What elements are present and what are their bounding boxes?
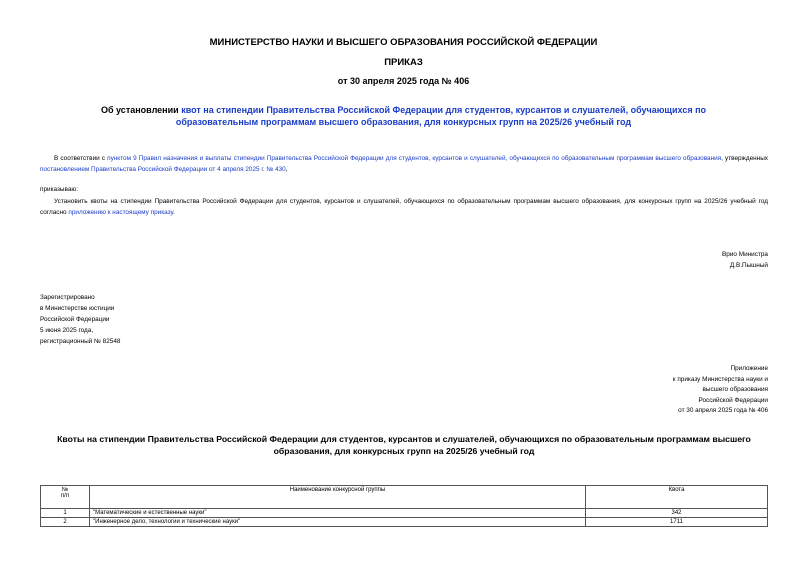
signature-name: Д.В.Пышный — [729, 262, 768, 269]
table-header-row — [41, 486, 768, 509]
order-text-b: . — [173, 209, 175, 216]
signature-block — [722, 249, 768, 271]
appendix-line: от 30 апреля 2025 года № 406 — [678, 407, 768, 414]
row-number: 2 — [41, 518, 90, 527]
order-heading: ПРИКАЗ — [384, 57, 423, 68]
table-row — [41, 509, 768, 518]
title-prefix: Об установлении — [100, 105, 182, 115]
preamble-text-a: В соответствии с — [54, 155, 108, 162]
orders-word: приказываю: — [40, 186, 78, 193]
registration-line: Зарегистрировано — [40, 294, 95, 301]
registration-line: Российской Федерации — [40, 316, 110, 323]
appendix-line: к приказу Министерства науки и — [672, 375, 768, 383]
quota-table — [40, 485, 768, 527]
col-number-header — [41, 486, 90, 509]
row-group-name: "Математические и естественные науки" — [90, 509, 586, 518]
title-link[interactable]: квот на стипендии Правительства Российской Федерации для студентов, курсантов и слушателей, обучающихся по образовательным программам высшего образования, для конкурсных групп на 2025/26 учебный год — [175, 105, 707, 127]
appendix-line: Приложение — [730, 365, 768, 372]
table-row — [41, 518, 768, 527]
resolution-link[interactable]: постановлением Правительства Российской Федерации от 4 апреля 2025 г. № 430 — [40, 166, 286, 173]
appendix-line: Российской Федерации — [698, 396, 768, 404]
quota-table-title: Квоты на стипендии Правительства Российской Федерации для студентов, курсантов и слушателей, обучающихся по образовательным программам высшего образования, для конкурсных групп на 2025/26 учебный год — [57, 434, 751, 456]
col-number-label: № — [61, 487, 69, 493]
row-quota: 342 — [586, 509, 768, 518]
col-quota-header: Квота — [586, 486, 768, 509]
signature-position: Врио Министра — [722, 251, 768, 258]
order-title — [70, 104, 737, 128]
ministry-heading: МИНИСТЕРСТВО НАУКИ И ВЫСШЕГО ОБРАЗОВАНИЯ РОССИЙСКОЙ ФЕДЕРАЦИИ — [209, 37, 598, 48]
preamble-paragraph — [40, 153, 768, 175]
order-paragraph — [40, 196, 768, 218]
row-quota: 1711 — [586, 518, 768, 527]
registration-line: регистрационный № 82548 — [40, 338, 121, 345]
col-number-label-2: п/п — [60, 493, 70, 499]
order-date-number: от 30 апреля 2025 года № 406 — [337, 76, 470, 86]
row-number: 1 — [41, 509, 90, 518]
registration-block — [40, 292, 120, 347]
order-text-a: Установить квоты на стипендии Правительства Российской Федерации для студентов, курсантов и слушателей, обучающихся по образовательным программам высшего образования, для конкурсных групп на 2025/26 учебный год согласно — [40, 198, 768, 216]
col-name-header: Наименование конкурсной группы — [90, 486, 586, 509]
registration-line: 5 июня 2025 года, — [40, 327, 94, 334]
registration-line: в Министерстве юстиции — [40, 305, 115, 312]
preamble-text-c: , — [285, 166, 288, 173]
appendix-block — [673, 364, 768, 417]
appendix-link[interactable]: приложению к настоящему приказу — [68, 209, 174, 216]
row-group-name: "Инженерное дело, технологии и технические науки" — [90, 518, 586, 527]
preamble-text-b: , утвержденных — [721, 155, 768, 162]
rules-link[interactable]: пунктом 9 Правил назначения и выплаты стипендии Правительства Российской Федерации для студентов, курсантов и слушателей, обучающихся по образовательным программам высшего образования — [107, 155, 722, 162]
appendix-line: высшего образования — [702, 386, 768, 393]
